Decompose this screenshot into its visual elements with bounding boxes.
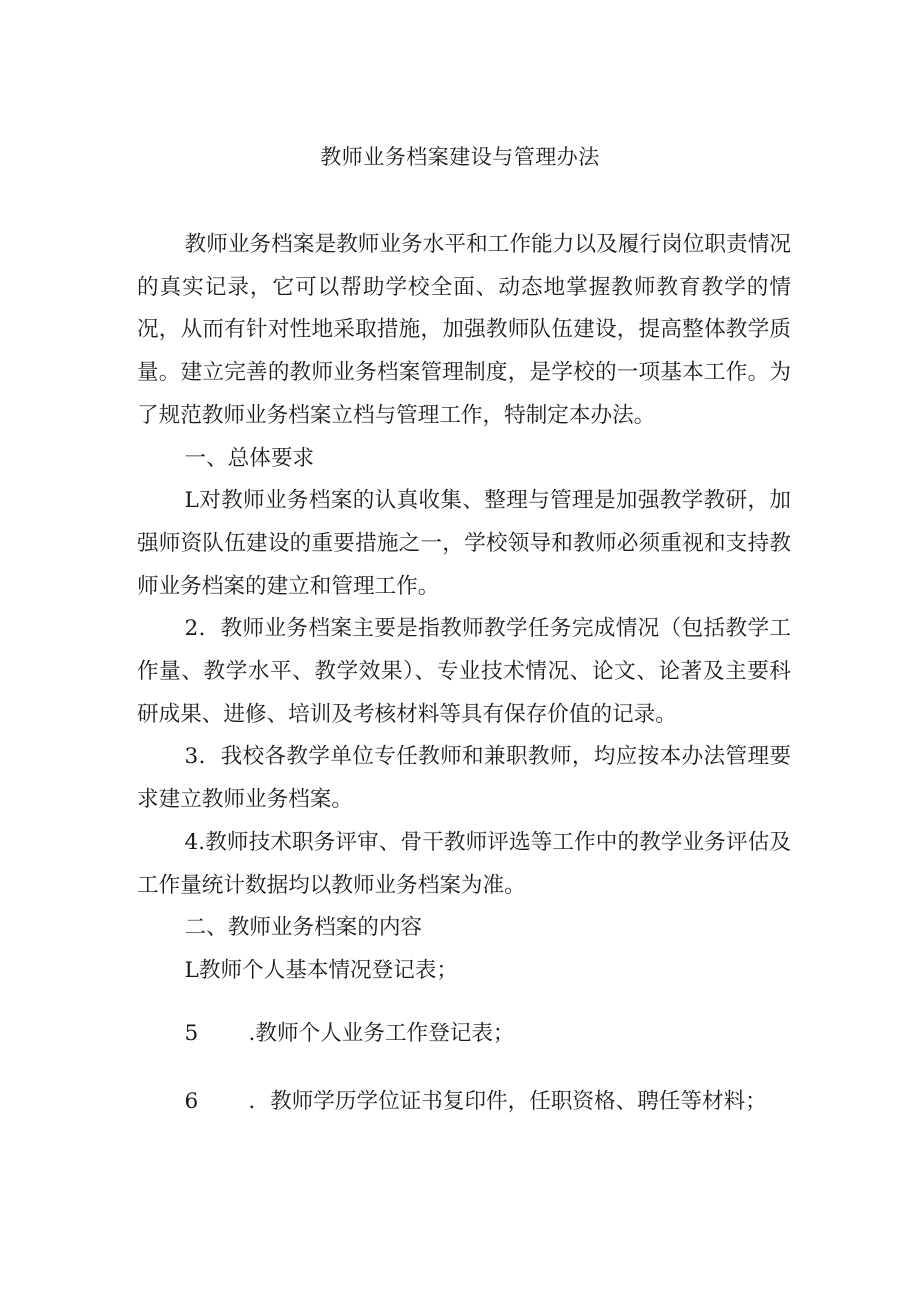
requirement-item-1: L对教师业务档案的认真收集、整理与管理是加强教学教研，加强师资队伍建设的重要措施之一，学校领导和教师必须重视和支持教师业务档案的建立和管理工作。 xyxy=(137,488,791,599)
list-text: .教师个人业务工作登记表； xyxy=(248,1020,515,1046)
list-text: ．教师学历学位证书复印件，任职资格、聘任等材料； xyxy=(248,1089,767,1115)
content-item-1: L教师个人基本情况登记表； xyxy=(184,957,458,983)
document-body xyxy=(137,224,791,1124)
section-heading-archive-content: 二、教师业务档案的内容 xyxy=(184,915,423,941)
section-heading-general-requirements: 一、总体要求 xyxy=(184,445,315,471)
content-item-5 xyxy=(137,1013,791,1056)
document-title: 教师业务档案建设与管理办法 xyxy=(320,145,600,169)
list-number: 5 xyxy=(184,1020,199,1046)
content-item-6 xyxy=(137,1081,791,1124)
requirement-item-2: 2．教师业务档案主要是指教师教学任务完成情况（包括教学工作量、教学水平、教学效果）、专业技术情况、论文、论著及主要科研成果、进修、培训及考核材料等具有保存价值的记录。 xyxy=(137,616,791,727)
intro-paragraph: 教师业务档案是教师业务水平和工作能力以及履行岗位职责情况的真实记录，它可以帮助学校全面、动态地掌握教师教育教学的情况，从而有针对性地采取措施，加强教师队伍建设，提高整体教学质量。建立完善的教师业务档案管理制度，是学校的一项基本工作。为了规范教师业务档案立档与管理工作，特制定本办法。 xyxy=(137,232,791,428)
requirement-item-4: 4.教师技术职务评审、骨干教师评选等工作中的教学业务评估及工作量统计数据均以教师业务档案为准。 xyxy=(137,829,791,898)
requirement-item-3: 3．我校各教学单位专任教师和兼职教师，均应按本办法管理要求建立教师业务档案。 xyxy=(137,744,791,813)
list-number: 6 xyxy=(184,1089,199,1115)
